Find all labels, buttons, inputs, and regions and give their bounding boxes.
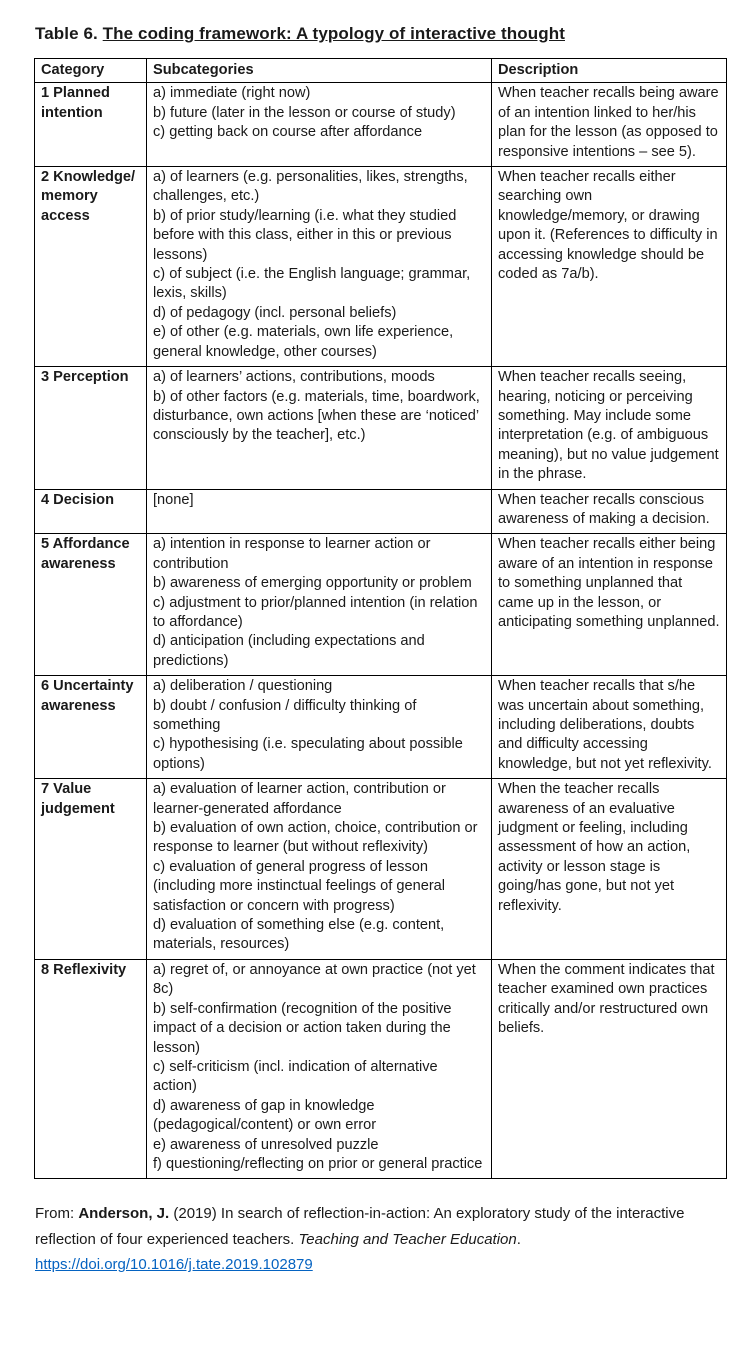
subcategory-item: b) doubt / confusion / difficulty thinking of something bbox=[153, 697, 417, 733]
table-row bbox=[35, 167, 727, 367]
subcategory-item: c) hypothesising (i.e. speculating about possible options) bbox=[153, 736, 463, 772]
subcategory-item: [none] bbox=[153, 491, 194, 508]
subcategory-item: f) questioning/reflecting on prior or general practice bbox=[153, 1155, 483, 1172]
subcategory-item: b) future (later in the lesson or course of study) bbox=[153, 104, 456, 121]
subcategory-item: d) evaluation of something else (e.g. content, materials, resources) bbox=[153, 917, 445, 953]
category-cell: 7 Value judgement bbox=[35, 779, 147, 960]
subcategories-cell bbox=[147, 83, 492, 167]
subcategory-item: c) evaluation of general progress of lesson (including more instinctual feelings of general satisfaction or concern with progress) bbox=[153, 858, 446, 914]
subcategory-item: c) getting back on course after affordance bbox=[153, 124, 423, 141]
citation-journal-period: . bbox=[516, 1230, 521, 1248]
subcategories-cell bbox=[147, 489, 492, 534]
subcategory-item: b) evaluation of own action, choice, contribution or response to learner (but without reflexivity) bbox=[153, 820, 478, 856]
category-cell: 5 Affordance awareness bbox=[35, 534, 147, 676]
table-row bbox=[35, 489, 727, 534]
category-cell: 1 Planned intention bbox=[35, 83, 147, 167]
subcategory-item: d) anticipation (including expectations and predictions) bbox=[153, 633, 425, 669]
table-row bbox=[35, 367, 727, 489]
subcategory-item: a) intention in response to learner action or contribution bbox=[153, 536, 431, 572]
description-cell: When teacher recalls either being aware of an intention in response to something unplanned that came up in the lesson, or anticipating something unplanned. bbox=[492, 534, 727, 676]
table-title-prefix: Table 6. bbox=[35, 24, 98, 43]
column-header-subcategories: Subcategories bbox=[147, 59, 492, 83]
subcategory-item: b) self-confirmation (recognition of the positive impact of a decision or action taken during the lesson) bbox=[153, 1000, 452, 1056]
description-cell: When the teacher recalls awareness of an evaluative judgment or feeling, including assessment of how an action, activity or lesson stage is going/has gone, but not yet reflexivity. bbox=[492, 779, 727, 960]
subcategory-item: d) of pedagogy (incl. personal beliefs) bbox=[153, 304, 397, 321]
subcategory-item: a) of learners’ actions, contributions, moods bbox=[153, 369, 435, 386]
description-cell: When the comment indicates that teacher examined own practices critically and/or restructured own beliefs. bbox=[492, 959, 727, 1178]
table-row bbox=[35, 959, 727, 1178]
description-cell: When teacher recalls that s/he was uncertain about something, including deliberations, doubts and difficulty accessing knowledge, but not yet reflexivity. bbox=[492, 676, 727, 779]
table-row bbox=[35, 676, 727, 779]
subcategory-item: c) adjustment to prior/planned intention (in relation to affordance) bbox=[153, 594, 478, 630]
doi-link[interactable]: https://doi.org/10.1016/j.tate.2019.102879 bbox=[35, 1256, 313, 1274]
citation-author: Anderson, J. bbox=[78, 1205, 170, 1223]
subcategories-cell bbox=[147, 534, 492, 676]
category-cell: 4 Decision bbox=[35, 489, 147, 534]
citation-body: (2019) In search of reflection-in-action: An exploratory study of the interactive reflection of four experienced teachers. bbox=[35, 1205, 685, 1248]
description-cell: When teacher recalls seeing, hearing, noticing or perceiving something. May include some interpretation (e.g. of ambiguous meaning), but no value judgement in the phrase. bbox=[492, 367, 727, 489]
subcategory-item: a) evaluation of learner action, contribution or learner-generated affordance bbox=[153, 781, 446, 817]
table-title bbox=[35, 24, 712, 44]
header-row bbox=[35, 59, 727, 83]
category-cell: 8 Reflexivity bbox=[35, 959, 147, 1178]
category-cell: 6 Uncertainty awareness bbox=[35, 676, 147, 779]
table-title-text: The coding framework: A typology of interactive thought bbox=[102, 24, 565, 43]
subcategory-item: a) regret of, or annoyance at own practice (not yet 8c) bbox=[153, 961, 476, 998]
subcategory-item: a) of learners (e.g. personalities, likes, strengths, challenges, etc.) bbox=[153, 169, 468, 205]
description-cell: When teacher recalls either searching own knowledge/memory, or drawing upon it. (References to difficulty in accessing knowledge should be coded as 7a/b). bbox=[492, 167, 727, 367]
table-row bbox=[35, 534, 727, 676]
subcategory-item: b) awareness of emerging opportunity or problem bbox=[153, 575, 472, 592]
subcategory-item: b) of prior study/learning (i.e. what they studied before with this class, either in this or previous lessons) bbox=[153, 207, 457, 263]
subcategories-cell bbox=[147, 779, 492, 960]
subcategory-item: e) awareness of unresolved puzzle bbox=[153, 1136, 379, 1153]
subcategory-item: a) deliberation / questioning bbox=[153, 678, 333, 695]
column-header-category: Category bbox=[35, 59, 147, 83]
subcategories-cell bbox=[147, 959, 492, 1178]
citation-prefix: From: bbox=[35, 1205, 75, 1223]
subcategory-item: d) awareness of gap in knowledge (pedagogical/content) or own error bbox=[153, 1097, 377, 1134]
category-cell: 3 Perception bbox=[35, 367, 147, 489]
description-cell: When teacher recalls conscious awareness of making a decision. bbox=[492, 489, 727, 534]
citation bbox=[35, 1201, 715, 1278]
column-header-description: Description bbox=[492, 59, 727, 83]
subcategory-item: b) of other factors (e.g. materials, time, boardwork, disturbance, own actions [when these are ‘noticed’ consciously by the teacher], etc.) bbox=[153, 388, 480, 444]
table-row bbox=[35, 83, 727, 167]
category-cell: 2 Knowledge/ memory access bbox=[35, 167, 147, 367]
subcategories-cell bbox=[147, 676, 492, 779]
subcategory-item: c) of subject (i.e. the English language; grammar, lexis, skills) bbox=[153, 266, 471, 302]
table-row bbox=[35, 779, 727, 960]
subcategories-cell bbox=[147, 367, 492, 489]
subcategory-item: a) immediate (right now) bbox=[153, 85, 311, 102]
subcategories-cell bbox=[147, 167, 492, 367]
subcategory-item: c) self-criticism (incl. indication of alternative action) bbox=[153, 1058, 438, 1095]
description-cell: When teacher recalls being aware of an intention linked to her/his plan for the lesson (as opposed to responsive intentions – see 5). bbox=[492, 83, 727, 167]
subcategory-item: e) of other (e.g. materials, own life experience, general knowledge, other courses) bbox=[153, 324, 454, 360]
coding-framework-table bbox=[34, 58, 727, 1179]
citation-journal: Teaching and Teacher Education bbox=[298, 1230, 517, 1248]
